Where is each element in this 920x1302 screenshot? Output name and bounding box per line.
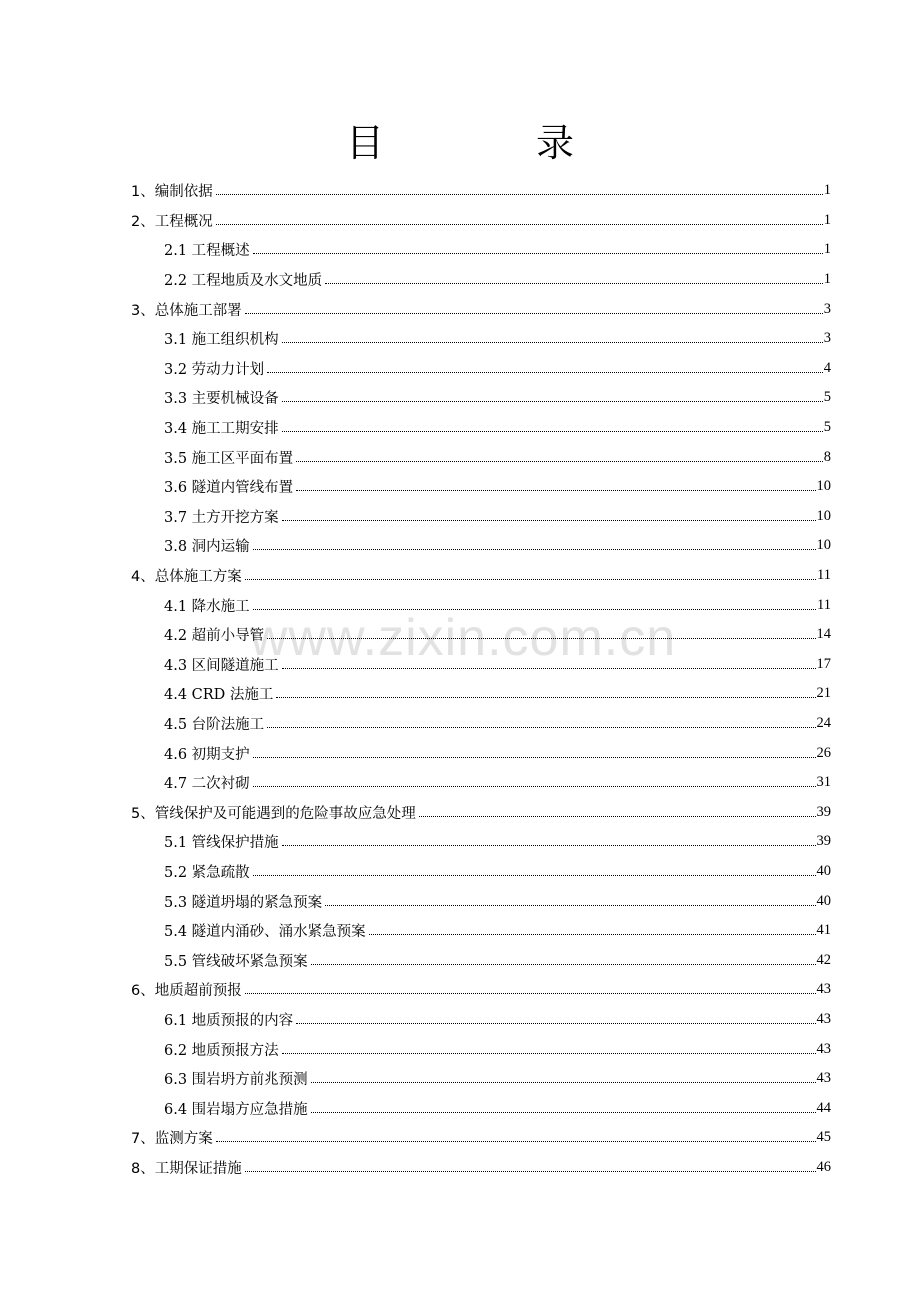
toc-entry-page-number: 44 (816, 1099, 831, 1116)
toc-entry[interactable] (0, 442, 831, 472)
toc-entry-label: 5、管线保护及可能遇到的危险事故应急处理 (131, 805, 416, 822)
toc-entry[interactable] (0, 945, 831, 975)
toc-entry[interactable] (0, 502, 831, 532)
toc-entry-label: 3.2 劳动力计划 (164, 361, 265, 378)
toc-entry[interactable] (0, 916, 831, 946)
toc-entry-label: 2.2 工程地质及水文地质 (164, 273, 323, 290)
toc-entry-page-number: 10 (816, 537, 831, 554)
toc-entry[interactable] (0, 650, 831, 680)
toc-entry-label: 4.7 二次衬砌 (164, 776, 250, 793)
dot-leader (267, 358, 823, 373)
dot-leader (282, 1039, 816, 1054)
toc-entry-page-number: 31 (816, 774, 831, 791)
toc-entry-label: 7、监测方案 (131, 1131, 213, 1148)
dot-leader (282, 506, 816, 521)
toc-entry[interactable] (0, 472, 831, 502)
toc-entry-page-number: 21 (816, 685, 831, 702)
toc-entry-page-number: 43 (816, 1010, 831, 1027)
toc-entry[interactable] (0, 857, 831, 887)
toc-entry-page-number: 3 (823, 330, 831, 347)
watermark: www.zixin.com.cn (249, 609, 677, 667)
toc-entry-label: 6.2 地质预报方法 (164, 1042, 279, 1059)
dot-leader (253, 743, 816, 758)
toc-entry-page-number: 4 (823, 359, 831, 376)
toc-entry[interactable] (0, 1064, 831, 1094)
toc-entry-label: 4.2 超前小导管 (164, 628, 265, 645)
toc-entry[interactable] (0, 324, 831, 354)
toc-entry-label: 3、总体施工部署 (131, 302, 242, 319)
toc-entry-label: 5.1 管线保护措施 (164, 835, 279, 852)
toc-entry-page-number: 41 (816, 922, 831, 939)
toc-entry[interactable] (0, 1093, 831, 1123)
toc-entry-label: 5.3 隧道坍塌的紧急预案 (164, 894, 323, 911)
toc-entry-label: 3.1 施工组织机构 (164, 332, 279, 349)
dot-leader (325, 891, 815, 906)
dot-leader (267, 713, 815, 728)
toc-entry[interactable] (0, 1153, 831, 1183)
dot-leader (296, 1009, 815, 1024)
toc-entry-page-number: 14 (816, 626, 831, 643)
dot-leader (267, 624, 815, 639)
toc-entry[interactable] (0, 413, 831, 443)
toc-entry[interactable] (0, 709, 831, 739)
toc-entry[interactable] (0, 265, 831, 295)
toc-entry-page-number: 5 (823, 419, 831, 436)
toc-entry[interactable] (0, 531, 831, 561)
toc-entry-page-number: 8 (823, 448, 831, 465)
toc-entry-page-number: 39 (816, 803, 831, 820)
toc-entry-label: 6.3 围岩坍方前兆预测 (164, 1072, 308, 1089)
toc-entry-page-number: 43 (816, 1070, 831, 1087)
dot-leader (245, 1157, 816, 1172)
toc-entry-page-number: 26 (816, 744, 831, 761)
toc-entry-page-number: 11 (817, 567, 831, 584)
toc-entry-label: 5.2 紧急疏散 (164, 864, 250, 881)
page-title: 目 录 (345, 121, 645, 165)
toc-entry-page-number: 5 (823, 389, 831, 406)
toc-entry-label: 4.1 降水施工 (164, 598, 250, 615)
toc-entry[interactable] (0, 176, 831, 206)
toc-entry[interactable] (0, 235, 831, 265)
toc-entry-page-number: 43 (816, 1040, 831, 1057)
toc-entry[interactable] (0, 768, 831, 798)
toc-entry[interactable] (0, 620, 831, 650)
toc-entry[interactable] (0, 738, 831, 768)
toc-entry-page-number: 40 (816, 892, 831, 909)
toc-entry-label: 8、工期保证措施 (131, 1160, 242, 1177)
dot-leader (276, 683, 815, 698)
toc-entry-label: 4.5 台阶法施工 (164, 716, 265, 733)
dot-leader (282, 387, 823, 402)
dot-leader (253, 595, 816, 610)
toc-entry-page-number: 39 (816, 833, 831, 850)
toc-entry[interactable] (0, 590, 831, 620)
toc-entry-label: 2、工程概况 (131, 213, 213, 230)
toc-entry-label: 4.4 CRD 法施工 (164, 687, 274, 704)
toc-entry-page-number: 24 (816, 714, 831, 731)
toc-entry[interactable] (0, 1005, 831, 1035)
toc-entry-page-number: 42 (816, 951, 831, 968)
dot-leader (369, 920, 816, 935)
toc-entry-page-number: 1 (823, 211, 831, 228)
dot-leader (311, 1098, 816, 1113)
dot-leader (296, 476, 815, 491)
toc-entry-label: 3.3 主要机械设备 (164, 391, 279, 408)
dot-leader (245, 299, 823, 314)
dot-leader (296, 447, 823, 462)
dot-leader (216, 180, 823, 195)
dot-leader (311, 950, 816, 965)
toc-entry-page-number: 43 (816, 981, 831, 998)
toc-entry-label: 4.3 区间隧道施工 (164, 657, 279, 674)
toc-entry[interactable] (0, 354, 831, 384)
dot-leader (216, 1127, 816, 1142)
toc-entry[interactable] (0, 383, 831, 413)
dot-leader (325, 269, 823, 284)
dot-leader (245, 979, 816, 994)
dot-leader (282, 328, 823, 343)
dot-leader (253, 861, 816, 876)
dot-leader (253, 535, 816, 550)
dot-leader (216, 210, 823, 225)
dot-leader (253, 772, 816, 787)
toc-entry[interactable] (0, 827, 831, 857)
toc-entry[interactable] (0, 679, 831, 709)
dot-leader (282, 417, 823, 432)
toc-entry[interactable] (0, 797, 831, 827)
toc-entry[interactable] (0, 1034, 831, 1064)
toc-entry-label: 3.8 洞内运输 (164, 539, 250, 556)
toc-entry[interactable] (0, 1123, 831, 1153)
dot-leader (311, 1068, 816, 1083)
toc-entry-page-number: 45 (816, 1129, 831, 1146)
toc-entry-page-number: 1 (823, 271, 831, 288)
toc-entry-label: 6.1 地质预报的内容 (164, 1012, 294, 1029)
toc-entry[interactable] (0, 975, 831, 1005)
toc-entry-page-number: 46 (816, 1158, 831, 1175)
toc-entry-label: 5.4 隧道内涌砂、涌水紧急预案 (164, 924, 366, 941)
toc-entry-page-number: 3 (823, 300, 831, 317)
toc-entry[interactable] (0, 206, 831, 236)
toc-entry-page-number: 1 (823, 182, 831, 199)
toc-entry-page-number: 17 (816, 655, 831, 672)
dot-leader (419, 802, 816, 817)
toc-entry-label: 5.5 管线破坏紧急预案 (164, 953, 308, 970)
toc-entry-page-number: 11 (817, 596, 831, 613)
toc-entry-page-number: 40 (816, 862, 831, 879)
toc-entry-label: 4、总体施工方案 (131, 569, 242, 586)
toc-entry-label: 1、编制依据 (131, 184, 213, 201)
toc-entry-label: 3.7 土方开挖方案 (164, 509, 279, 526)
toc-entry[interactable] (0, 561, 831, 591)
toc-entry[interactable] (0, 294, 831, 324)
table-of-contents (0, 176, 920, 1182)
toc-entry-label: 6、地质超前预报 (131, 983, 242, 1000)
toc-entry-label: 2.1 工程概述 (164, 243, 250, 260)
toc-entry-label: 3.4 施工工期安排 (164, 421, 279, 438)
dot-leader (253, 239, 823, 254)
dot-leader (282, 831, 816, 846)
toc-entry-label: 3.6 隧道内管线布置 (164, 480, 294, 497)
toc-entry-page-number: 10 (816, 507, 831, 524)
toc-entry-page-number: 1 (823, 241, 831, 258)
toc-entry-label: 6.4 围岩塌方应急措施 (164, 1101, 308, 1118)
toc-entry-page-number: 10 (816, 478, 831, 495)
dot-leader (282, 654, 816, 669)
dot-leader (245, 565, 816, 580)
toc-entry[interactable] (0, 886, 831, 916)
toc-entry-label: 3.5 施工区平面布置 (164, 450, 294, 467)
toc-entry-label: 4.6 初期支护 (164, 746, 250, 763)
